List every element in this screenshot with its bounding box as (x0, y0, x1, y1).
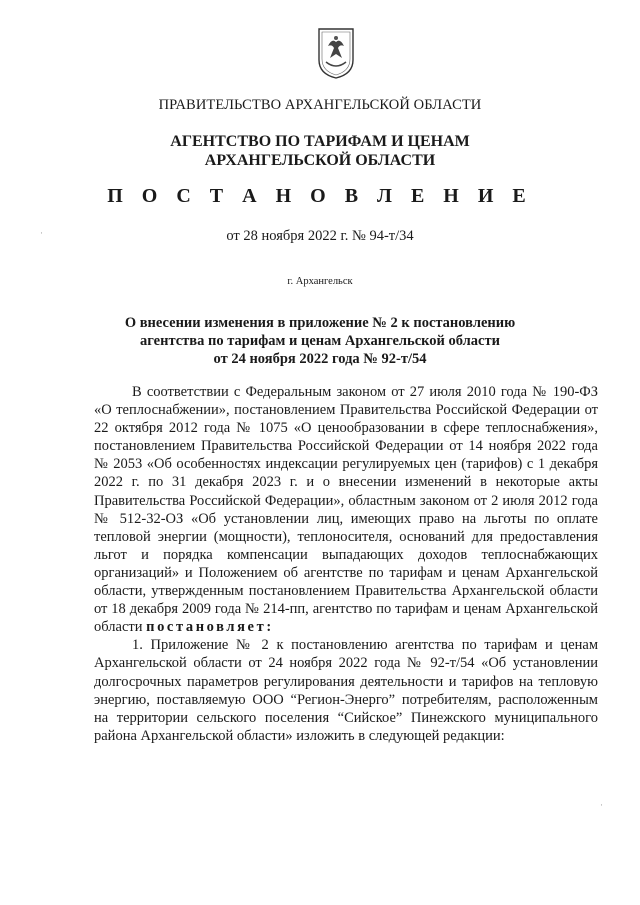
agency-line-1: АГЕНТСТВО ПО ТАРИФАМ И ЦЕНАМ (170, 133, 470, 150)
document-subject (0, 314, 640, 368)
agency-line-2: АРХАНГЕЛЬСКОЙ ОБЛАСТИ (204, 152, 436, 169)
resolves-keyword: постановляет: (146, 619, 274, 636)
preamble-paragraph (94, 383, 598, 636)
document-body (94, 383, 598, 745)
scan-speck: · (600, 800, 603, 810)
agency-name (0, 132, 640, 170)
document-city: г. Архангельск (287, 276, 353, 287)
item-1-paragraph: 1. Приложение № 2 к постановлению агентства по тарифам и ценам Архангельской области от 24 ноября 2022 года № 92-т/54 «Об установлении долгосрочных параметров регулирования деятельности и тарифов на тепловую энергию, поставляемую ООО “Регион-Энерго” потребителям, расположенным на территории сельского поселения “Сийское” Пинежского муниципального района Архангельской области» изложить в следующей редакции: (94, 637, 598, 744)
subject-line-1: О внесении изменения в приложение № 2 к постановлению (124, 315, 516, 331)
subject-line-2: агентства по тарифам и ценам Архангельской области (140, 333, 500, 349)
coat-of-arms-emblem (316, 26, 356, 80)
document-date-number: от 28 ноября 2022 г. № 94-т/34 (226, 228, 414, 244)
document-type: П О С Т А Н О В Л Е Н И Е (107, 185, 533, 207)
government-name: ПРАВИТЕЛЬСТВО АРХАНГЕЛЬСКОЙ ОБЛАСТИ (158, 97, 482, 113)
subject-line-3: от 24 ноября 2022 года № 92-т/54 (213, 351, 427, 367)
preamble-text: В соответствии с Федеральным законом от 27 июля 2010 года № 190-ФЗ «О теплоснабжении», постановлением Правительства Российской Федерации от 22 октября 2012 года № 1075 «О ценообразовании в сфере теплоснабжения», постановлением Правительства Российской Федерации от 14 ноября 2022 года № 2053 «Об особенностях индексации регулируемых цен (тарифов) с 1 декабря 2022 г. по 31 декабря 2023 г. и о внесении изменений в некоторые акты Правительства Российской Федерации», областным законом от 2 июля 2012 года № 512-32-ОЗ «Об установлении лиц, имеющих право на льготы по оплате тепловой энергии (мощности), теплоносителя, оснований для предоставления льгот и порядка компенсации выпадающих доходов теплоснабжающих организаций» и Положением об агентстве по тарифам и ценам Архангельской области, утвержденным постановлением Правительства Архангельской области от 18 декабря 2009 года № 214-пп, агентство по тарифам и ценам Архангельской области (94, 384, 598, 636)
scan-speck: · (40, 228, 43, 238)
